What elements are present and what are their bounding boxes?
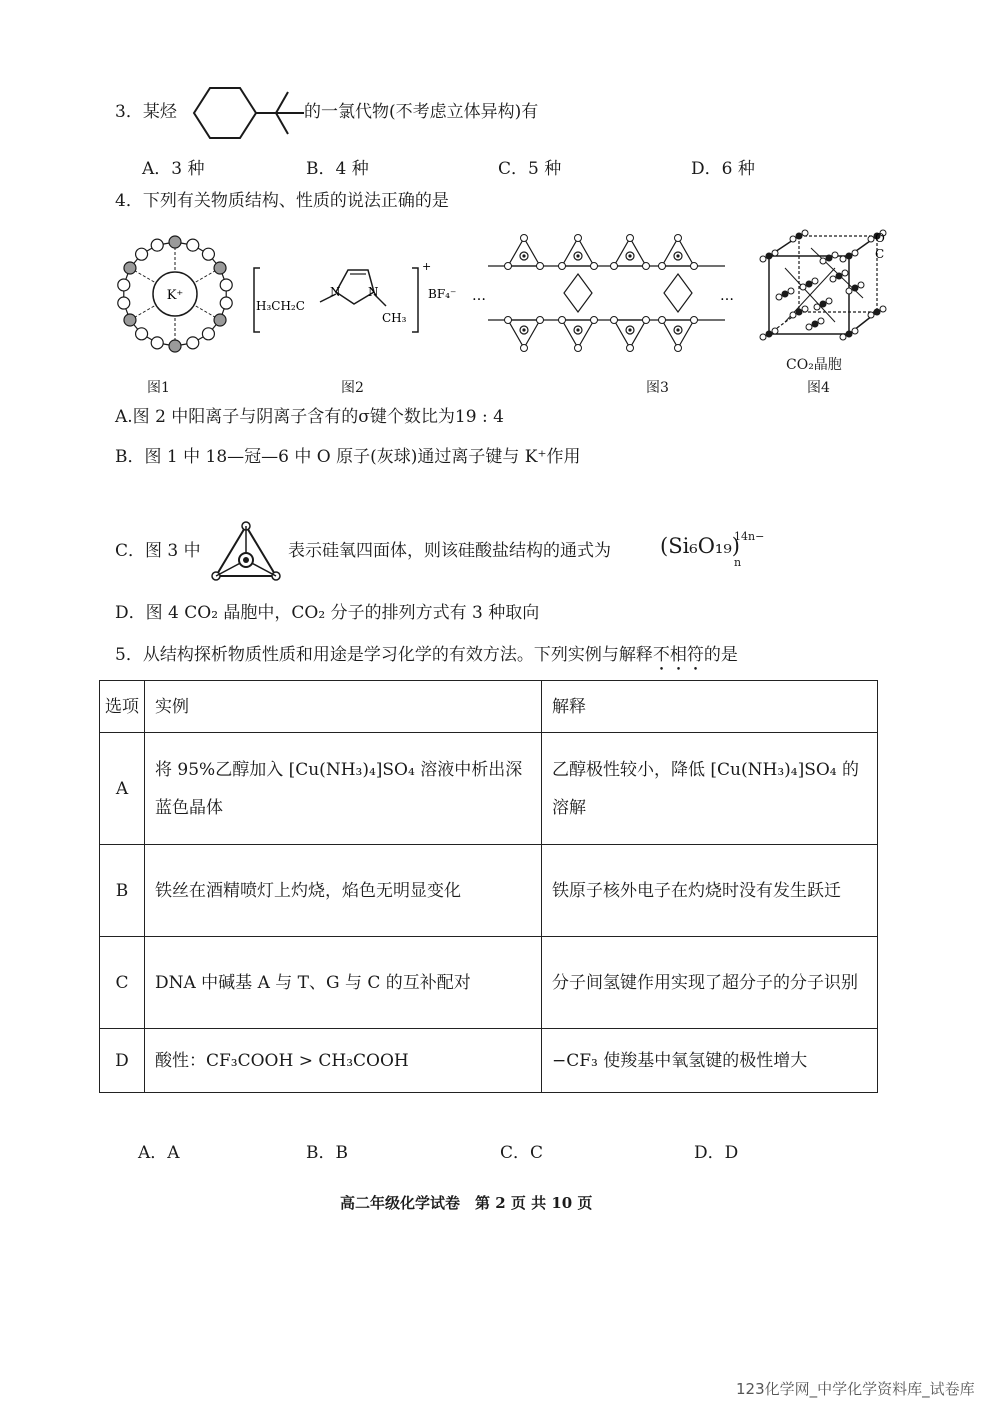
q3-option-a: A．3 种 — [142, 159, 205, 179]
q4-option-d: D．图 4 CO₂ 晶胞中，CO₂ 分子的排列方式有 3 种取向 — [115, 603, 540, 623]
fig4-label: CO₂晶胞 — [786, 357, 842, 373]
carbon-atom — [220, 297, 232, 309]
fig2-n1: N — [330, 285, 341, 299]
q5-option-b: B．B — [306, 1143, 348, 1163]
header-example: 实例 — [145, 681, 542, 733]
carbon-atom — [151, 337, 163, 349]
q5-stem-post: 的是 — [703, 645, 738, 665]
q4-option-c-post: 表示硅氧四面体，则该硅酸盐结构的通式为 — [288, 541, 611, 561]
oxygen-atom — [214, 314, 226, 326]
fig2-anion: BF₄⁻ — [428, 287, 457, 301]
q3-lead: 3．某烃 — [115, 102, 177, 122]
row-option: D — [100, 1029, 145, 1093]
silicate-formula: (Si₆O₁₉) — [660, 534, 740, 558]
table-row — [100, 1029, 878, 1093]
page-footer: 高二年级化学试卷 第 2 页 共 10 页 — [340, 1194, 593, 1212]
carbon-atom — [136, 328, 148, 340]
q5-stem-emphasis: 不相符 — [652, 645, 704, 665]
carbon-atom — [202, 248, 214, 260]
fig2-methyl: CH₃ — [382, 311, 407, 325]
silicate-formula-charge: 14n− — [734, 530, 765, 543]
fig3-silicate-chain — [470, 228, 740, 360]
q5-stem — [115, 645, 738, 675]
fig4-co2-unit-cell — [755, 228, 895, 350]
row-option: A — [100, 733, 145, 845]
fig4-caption: 图4 — [807, 380, 830, 396]
carbon-atom — [118, 297, 130, 309]
header-explain: 解释 — [542, 681, 878, 733]
fig1-caption: 图1 — [147, 380, 170, 396]
q5-option-a: A．A — [138, 1143, 180, 1163]
fig4-c-label: C — [875, 247, 885, 261]
fig2-n2: N — [368, 285, 379, 299]
fig3-ellipsis-right: … — [720, 288, 734, 304]
q3-option-d: D．6 种 — [691, 159, 755, 179]
q4-option-c-pre: C．图 3 中 — [115, 541, 201, 561]
fig2-charge: + — [422, 260, 432, 273]
q3-option-c: C．5 种 — [498, 159, 562, 179]
row-option: B — [100, 845, 145, 937]
silicate-formula-subscript: n — [734, 556, 742, 569]
oxygen-atom — [169, 340, 181, 352]
carbon-atom — [187, 337, 199, 349]
fig4-o-label: O — [875, 231, 885, 245]
hydrocarbon-structure — [180, 82, 305, 146]
row-example: 铁丝在酒精喷灯上灼烧，焰色无明显变化 — [145, 845, 542, 937]
table-row — [100, 845, 878, 937]
table-row — [100, 937, 878, 1029]
q3-tail: 的一氯代物(不考虑立体异构)有 — [304, 102, 539, 122]
carbon-atom — [136, 248, 148, 260]
q4-option-a: A.图 2 中阳离子与阴离子含有的σ键个数比为19 : 4 — [115, 407, 504, 427]
watermark: 123化学网_中学化学资料库_试卷库 — [736, 1380, 975, 1398]
oxygen-atom — [214, 262, 226, 274]
fig1-crown-ether — [113, 232, 237, 356]
oxygen-atom — [124, 314, 136, 326]
carbon-atom — [220, 279, 232, 291]
oxygen-atom — [124, 262, 136, 274]
carbon-atom — [151, 239, 163, 251]
fig3-caption: 图3 — [646, 380, 669, 396]
row-example: 将 95%乙醇加入 [Cu(NH₃)₄]SO₄ 溶液中析出深蓝色晶体 — [145, 733, 542, 845]
row-example: DNA 中碱基 A 与 T、G 与 C 的互补配对 — [145, 937, 542, 1029]
fig3-ellipsis-left: … — [472, 288, 486, 304]
fig2-ethyl: H₃CH₂C — [256, 299, 305, 313]
row-explain: −CF₃ 使羧基中氧氢键的极性增大 — [542, 1029, 878, 1093]
carbon-atom — [187, 239, 199, 251]
fig2-caption: 图2 — [341, 380, 364, 396]
q3-option-b: B．4 种 — [306, 159, 369, 179]
q4-option-b: B．图 1 中 18—冠—6 中 O 原子(灰球)通过离子键与 K⁺作用 — [115, 447, 581, 467]
q5-stem-pre: 5．从结构探析物质性质和用途是学习化学的有效方法。下列实例与解释 — [115, 645, 653, 665]
fig1-ion-label: K⁺ — [166, 288, 184, 303]
q4-stem: 4．下列有关物质结构、性质的说法正确的是 — [115, 191, 449, 211]
carbon-atom — [202, 328, 214, 340]
carbon-atom — [118, 279, 130, 291]
answer-table — [99, 680, 878, 1093]
q5-option-c: C．C — [500, 1143, 544, 1163]
oxygen-atom — [169, 236, 181, 248]
table-row — [100, 733, 878, 845]
row-explain: 乙醇极性较小，降低 [Cu(NH₃)₄]SO₄ 的溶解 — [542, 733, 878, 845]
row-example: 酸性：CF₃COOH > CH₃COOH — [145, 1029, 542, 1093]
silica-tetrahedron-icon — [210, 522, 282, 582]
row-explain: 铁原子核外电子在灼烧时没有发生跃迁 — [542, 845, 878, 937]
fig2-imidazolium — [250, 240, 457, 340]
q5-option-d: D．D — [694, 1143, 739, 1163]
row-option: C — [100, 937, 145, 1029]
row-explain: 分子间氢键作用实现了超分子的分子识别 — [542, 937, 878, 1029]
header-option: 选项 — [100, 681, 145, 733]
